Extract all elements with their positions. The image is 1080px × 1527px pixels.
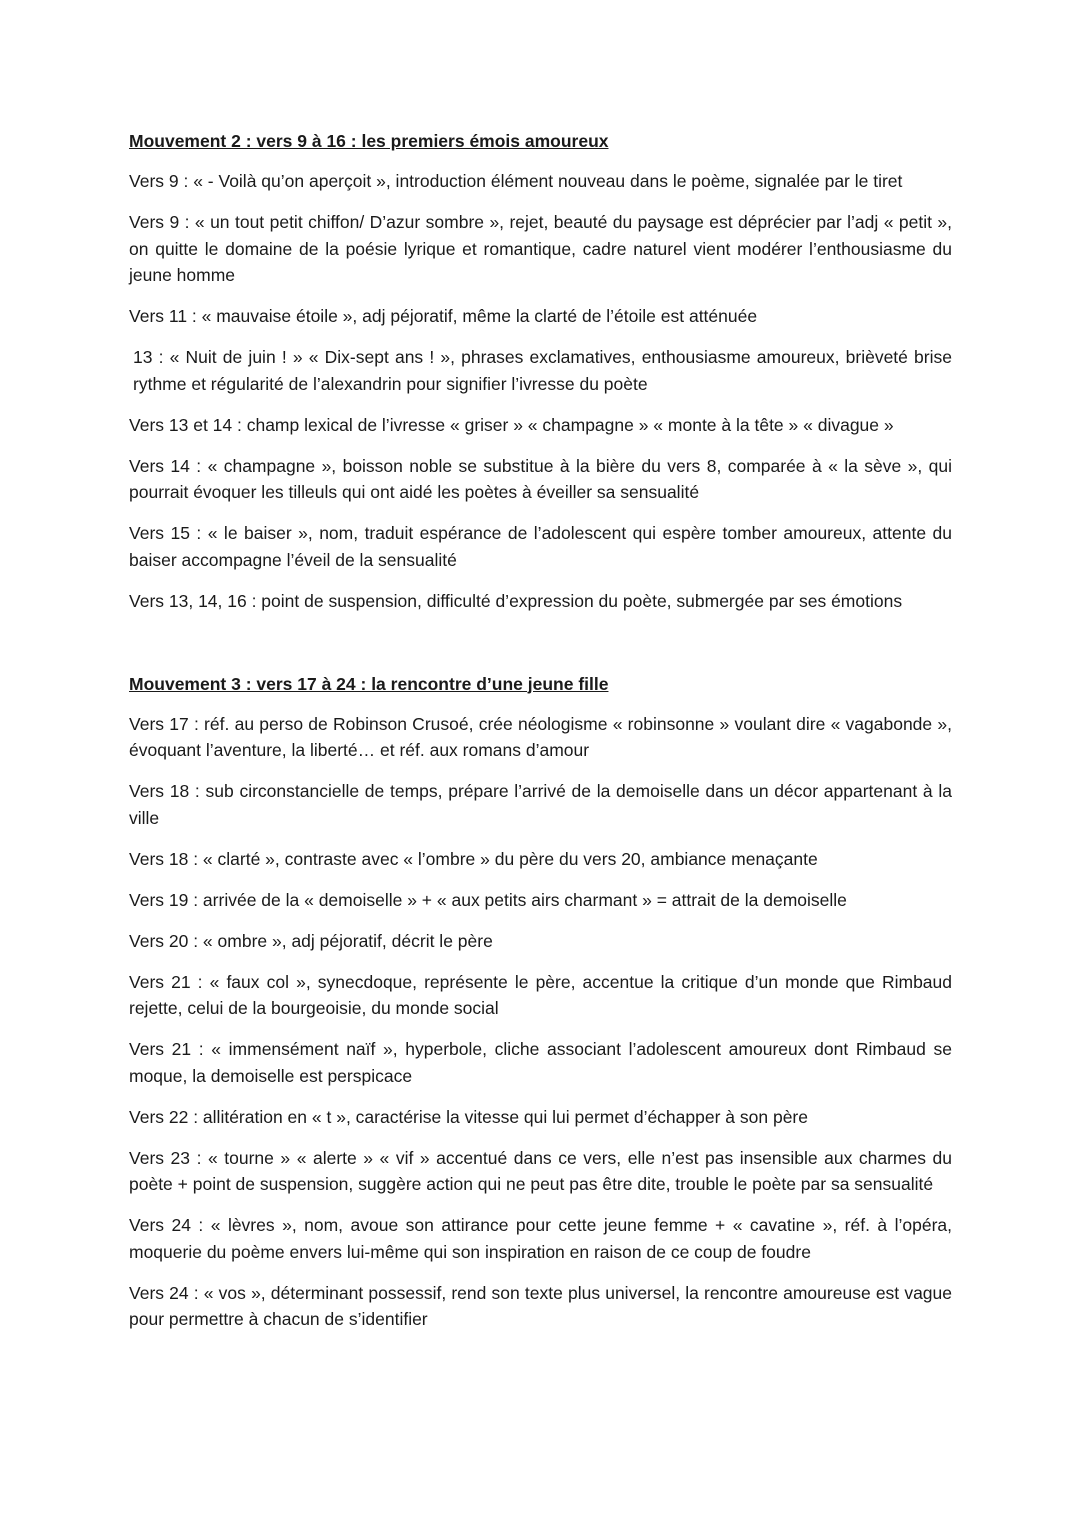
paragraph: Vers 24 : « vos », déterminant possessif, rend son texte plus universel, la rencontre amoureuse est vague pour permettre à chacun de s’identifier xyxy=(129,1282,952,1329)
paragraph: Vers 22 : allitération en « t », caractérise la vitesse qui lui permet d’échapper à son père xyxy=(129,1106,808,1127)
paragraph: 13 : « Nuit de juin ! » « Dix-sept ans ! », phrases exclamatives, enthousiasme amoureux, brièveté brise rythme et régularité de l’alexandrin pour signifier l’ivresse du poète xyxy=(133,347,952,394)
paragraph: Vers 21 : « faux col », synecdoque, représente le père, accentue la critique d’un monde que Rimbaud rejette, celui de la bourgeoisie, du monde social xyxy=(129,971,952,1018)
section-mouvement-2 xyxy=(129,128,952,614)
paragraph: Vers 24 : « lèvres », nom, avoue son attirance pour cette jeune femme + « cavatine », réf. à l’opéra, moquerie du poème envers lui-même qui son inspiration en raison de ce coup de foudre xyxy=(129,1215,952,1262)
paragraph: Vers 23 : « tourne » « alerte » « vif » accentué dans ce vers, elle n’est pas insensible aux charmes du poète + point de suspension, suggère action qui ne peut pas être dite, trouble le poète par sa sensualité xyxy=(129,1147,952,1194)
section-title: Mouvement 3 : vers 17 à 24 : la rencontre d’une jeune fille xyxy=(129,673,609,694)
paragraph: Vers 11 : « mauvaise étoile », adj péjoratif, même la clarté de l’étoile est atténuée xyxy=(129,306,758,326)
paragraph: Vers 18 : sub circonstancielle de temps, prépare l’arrivé de la demoiselle dans un décor appartenant à la ville xyxy=(129,781,952,828)
paragraph: Vers 18 : « clarté », contraste avec « l’ombre » du père du vers 20, ambiance menaçante xyxy=(129,848,818,869)
paragraph: Vers 9 : « - Voilà qu’on aperçoit », introduction élément nouveau dans le poème, signalée par le tiret xyxy=(129,171,903,191)
paragraph: Vers 21 : « immensément naïf », hyperbole, cliche associant l’adolescent amoureux dont Rimbaud se moque, la demoiselle est perspicace xyxy=(129,1039,952,1086)
paragraph: Vers 14 : « champagne », boisson noble se substitue à la bière du vers 8, comparée à « la sève », qui pourrait évoquer les tilleuls qui ont aidé les poètes à éveiller sa sensualité xyxy=(129,455,952,502)
document-page xyxy=(129,128,952,1347)
paragraph: Vers 13 et 14 : champ lexical de l’ivresse « griser » « champagne » « monte à la tête » « divague » xyxy=(129,414,894,435)
paragraph: Vers 13, 14, 16 : point de suspension, difficulté d’expression du poète, submergée par ses émotions xyxy=(129,590,903,611)
paragraph: Vers 15 : « le baiser », nom, traduit espérance de l’adolescent qui espère tomber amoureux, attente du baiser accompagne l’éveil de la sensualité xyxy=(129,523,952,570)
paragraph: Vers 20 : « ombre », adj péjoratif, décrit le père xyxy=(129,930,493,951)
section-title: Mouvement 2 : vers 9 à 16 : les premiers émois amoureux xyxy=(129,131,609,151)
paragraph: Vers 19 : arrivée de la « demoiselle » + « aux petits airs charmant » = attrait de la demoiselle xyxy=(129,889,847,910)
paragraph: Vers 17 : réf. au perso de Robinson Crusoé, crée néologisme « robinsonne » voulant dire « vagabonde », évoquant l’aventure, la liberté… et réf. aux romans d’amour xyxy=(129,713,952,760)
section-spacer xyxy=(129,629,952,671)
section-mouvement-3 xyxy=(129,671,952,1333)
paragraph: Vers 9 : « un tout petit chiffon/ D’azur sombre », rejet, beauté du paysage est déprécier par l’adj « petit », on quitte le domaine de la poésie lyrique et romantique, cadre naturel vient modérer l’enthousiasme du jeune homme xyxy=(129,212,952,285)
